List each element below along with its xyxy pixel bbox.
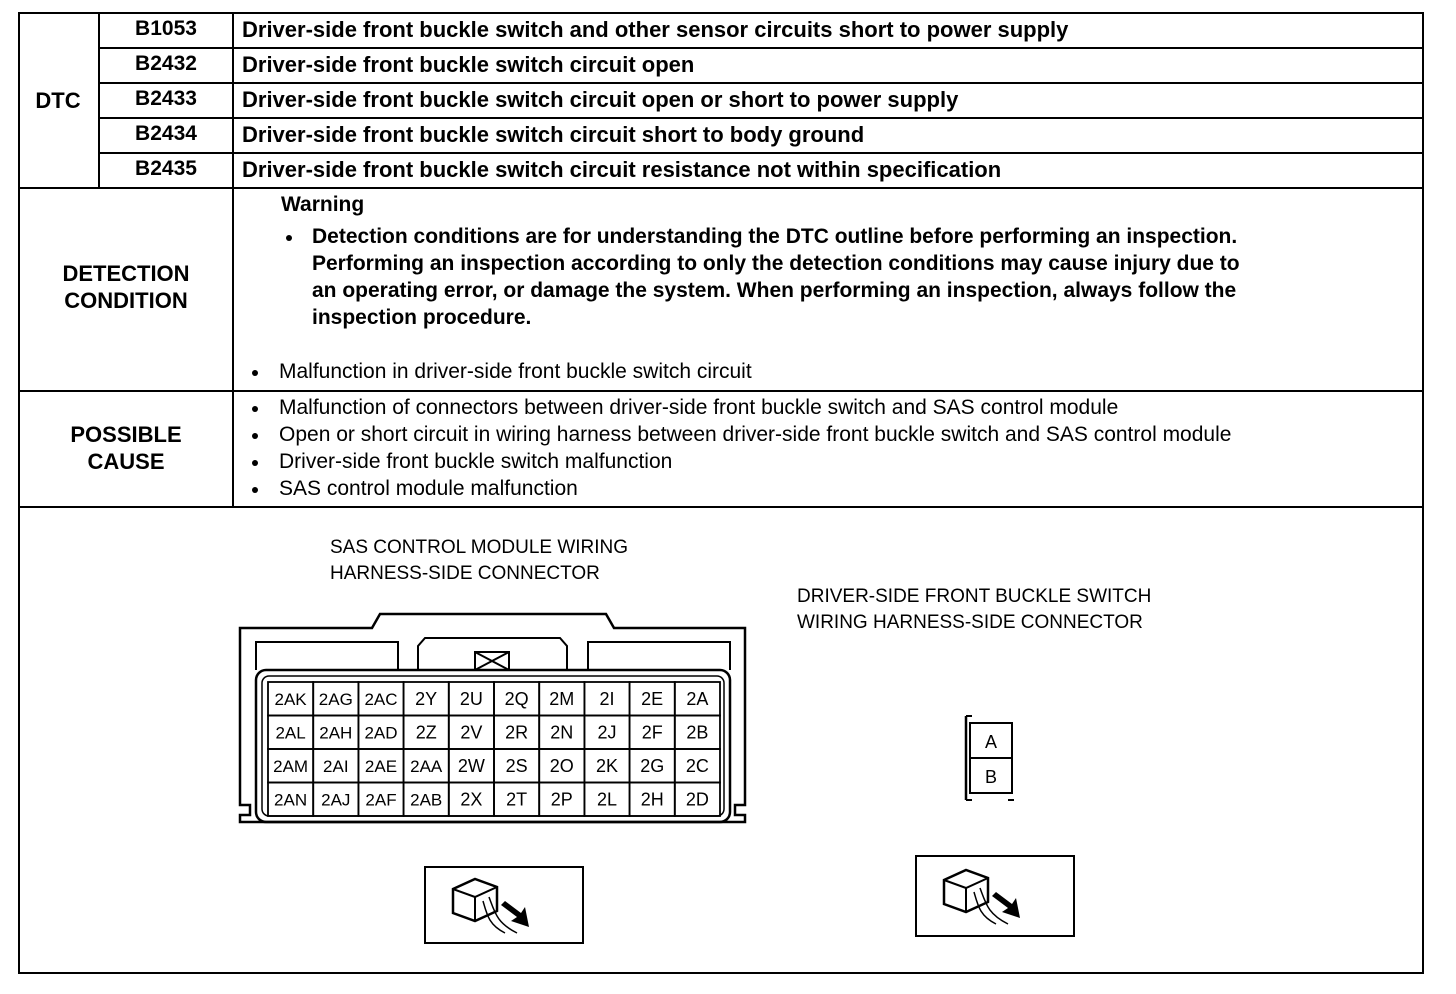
sas-pin-label: 2X [460, 789, 483, 810]
sas-pin-label: 2AM [273, 757, 309, 776]
sas-pin-label: 2V [460, 722, 483, 743]
sas-pin-label: 2AN [274, 790, 308, 810]
possible-cause-label-line: CAUSE [87, 449, 165, 474]
sas-pin-label: 2N [550, 722, 574, 743]
sas-pin-label: 2F [641, 722, 663, 743]
dtc-description: Driver-side front buckle switch and other sensor circuits short to power supply [242, 17, 1069, 42]
buckle-pin-label: A [984, 732, 998, 752]
dtc-description: Driver-side front buckle switch circuit short to body ground [242, 122, 865, 147]
warning-line: Detection conditions are for understanding the DTC outline before performing an inspection. [312, 225, 1238, 248]
sas-pin-label: 2AJ [321, 790, 351, 810]
sas-pin-label: 2I [599, 689, 615, 709]
sas-pin-label: 2D [685, 789, 709, 810]
warning-title: Warning [281, 193, 365, 216]
sas-pin-label: 2G [640, 756, 665, 776]
dtc-code: B2432 [135, 52, 197, 75]
sas-pin-label: 2AF [365, 790, 397, 810]
sas-pin-label: 2B [686, 722, 709, 743]
sas-pin-label: 2K [595, 756, 619, 776]
sas-pin-label: 2S [505, 756, 528, 776]
possible-cause-item: Driver-side front buckle switch malfunction [279, 450, 673, 473]
sas-pin-label: 2A [686, 689, 709, 709]
possible-cause-label-line: POSSIBLE [70, 422, 182, 447]
sas-pin-label: 2U [459, 689, 483, 709]
sas-pin-label: 2AB [410, 790, 443, 810]
detection-label-line: DETECTION [62, 261, 190, 286]
sas-pin-label: 2P [550, 789, 573, 810]
sas-pin-label: 2AL [275, 723, 306, 743]
detection-label-line: CONDITION [64, 288, 188, 313]
harness-side-view-icon [425, 867, 583, 943]
sas-pin-label: 2E [641, 689, 664, 709]
buckle-connector [966, 716, 1014, 800]
sas-pin-label: 2AG [318, 690, 353, 709]
dtc-code: B1053 [135, 17, 197, 40]
sas-pin-label: 2AD [364, 723, 398, 743]
sas-pin-label: 2T [506, 789, 528, 810]
sas-pin-label: 2J [597, 722, 617, 743]
warning-line: an operating error, or damage the system. When performing an inspection, always follow the [312, 279, 1237, 302]
sas-pin-label: 2W [457, 756, 485, 776]
sas-pin-label: 2AH [319, 723, 353, 743]
sas-connector-tab [256, 642, 398, 670]
sas-pin-grid [268, 682, 720, 816]
dtc-code: B2433 [135, 87, 197, 110]
possible-cause-item: Malfunction of connectors between driver-side front buckle switch and SAS control module [279, 396, 1119, 419]
caption-line: WIRING HARNESS-SIDE CONNECTOR [797, 612, 1143, 633]
caption-line: DRIVER-SIDE FRONT BUCKLE SWITCH [797, 586, 1152, 607]
sas-pin-label: 2Z [415, 722, 437, 743]
sas-connector-tab [588, 642, 730, 670]
sas-pin-label: 2AK [274, 690, 307, 709]
dtc-description: Driver-side front buckle switch circuit open or short to power supply [242, 87, 959, 112]
sas-connector-housing [240, 614, 745, 822]
sas-pin-label: 2H [640, 789, 664, 810]
sas-pin-label: 2AE [364, 757, 398, 776]
caption-line: HARNESS-SIDE CONNECTOR [330, 563, 600, 584]
dtc-description: Driver-side front buckle switch circuit resistance not within specification [242, 157, 1002, 182]
sas-pin-label: 2AI [323, 757, 349, 776]
buckle-pin-label: B [984, 767, 998, 787]
warning-line: inspection procedure. [312, 306, 532, 329]
possible-cause-item: Open or short circuit in wiring harness between driver-side front buckle switch and SAS control module [279, 423, 1232, 446]
sas-pin-label: 2C [685, 756, 709, 776]
dtc-description: Driver-side front buckle switch circuit open [242, 52, 695, 77]
sas-pin-label: 2Q [504, 689, 529, 709]
dtc-label: DTC [35, 88, 81, 113]
warning-line: Performing an inspection according to only the detection conditions may cause injury due to [312, 252, 1240, 275]
dtc-code: B2435 [135, 157, 197, 180]
sas-pin-label: 2AC [364, 690, 398, 709]
sas-pin-label: 2L [596, 789, 618, 810]
sas-pin-label: 2AA [410, 757, 443, 776]
sas-pin-label: 2R [505, 722, 529, 743]
sas-pin-label: 2Y [415, 689, 438, 709]
sas-pin-label: 2O [549, 756, 574, 776]
detection-item: Malfunction in driver-side front buckle switch circuit [279, 360, 752, 383]
caption-line: SAS CONTROL MODULE WIRING [330, 537, 629, 558]
sas-connector-latch [418, 638, 567, 670]
possible-cause-item: SAS control module malfunction [279, 477, 578, 500]
harness-side-view-icon [916, 856, 1074, 936]
sas-pin-label: 2M [549, 689, 575, 709]
dtc-code: B2434 [135, 122, 197, 145]
